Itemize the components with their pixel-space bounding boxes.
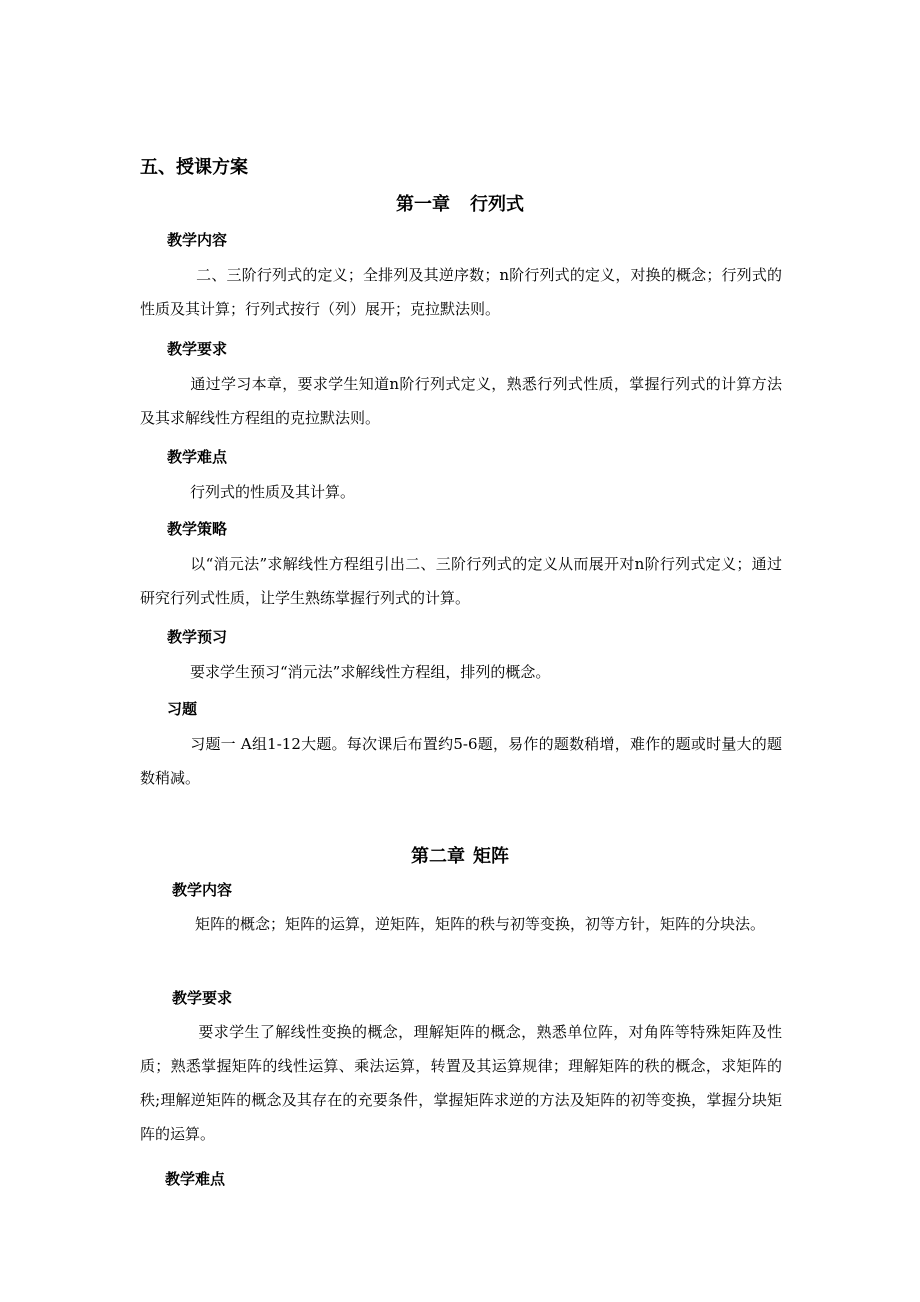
chapter1-preview-heading: 教学预习 [167,628,228,646]
chapter1-preview-text: 要求学生预习“消元法”求解线性方程组，排列的概念。 [190,663,551,681]
chapter1-strategy-text: 以“消元法”求解线性方程组引出二、三阶行列式的定义从而展开对n阶行列式定义；通过研究行列式性质，让学生熟练掌握行列式的计算。 [140,555,782,607]
chapter1-requirements-text: 通过学习本章，要求学生知道n阶行列式定义，熟悉行列式性质，掌握行列式的计算方法及其求解线性方程组的克拉默法则。 [140,375,782,427]
chapter2-title [0,842,920,868]
chapter1-difficulty-text: 行列式的性质及其计算。 [190,483,356,501]
chapter1-content-heading: 教学内容 [167,231,228,249]
chapter1-strategy-heading: 教学策略 [167,520,228,538]
chapter2-difficulty-heading: 教学难点 [165,1170,226,1188]
section-title: 五、授课方案 [140,157,248,178]
chapter1-number: 第一章 [396,194,450,215]
chapter1-name: 行列式 [470,194,524,215]
chapter2-requirements-text: 要求学生了解线性变换的概念，理解矩阵的概念，熟悉单位阵，对角阵等特殊矩阵及性质；熟悉掌握矩阵的线性运算、乘法运算，转置及其运算规律；理解矩阵的秩的概念，求矩阵的秩;理解逆矩阵的概念及其存在的充要条件，掌握矩阵求逆的方法及矩阵的初等变换，掌握分块矩阵的运算。 [140,1023,782,1143]
chapter2-name: 矩阵 [473,846,509,867]
chapter2-content-heading: 教学内容 [172,881,233,899]
chapter2-requirements-heading: 教学要求 [172,989,233,1007]
chapter1-content-text: 二、三阶行列式的定义；全排列及其逆序数；n阶行列式的定义，对换的概念；行列式的性质及其计算；行列式按行（列）展开；克拉默法则。 [140,266,782,318]
chapter2-number: 第二章 [411,846,465,867]
chapter1-exercises-text: 习题一 A组1-12大题。每次课后布置约5-6题，易作的题数稍增，难作的题或时量大的题数稍减。 [140,735,782,787]
chapter2-content-text: 矩阵的概念；矩阵的运算，逆矩阵，矩阵的秩与初等变换，初等方针，矩阵的分块法。 [195,915,766,933]
chapter1-requirements-heading: 教学要求 [167,340,228,358]
chapter1-exercises-heading: 习题 [167,700,198,718]
chapter1-difficulty-heading: 教学难点 [167,448,228,466]
chapter1-title [0,190,920,216]
